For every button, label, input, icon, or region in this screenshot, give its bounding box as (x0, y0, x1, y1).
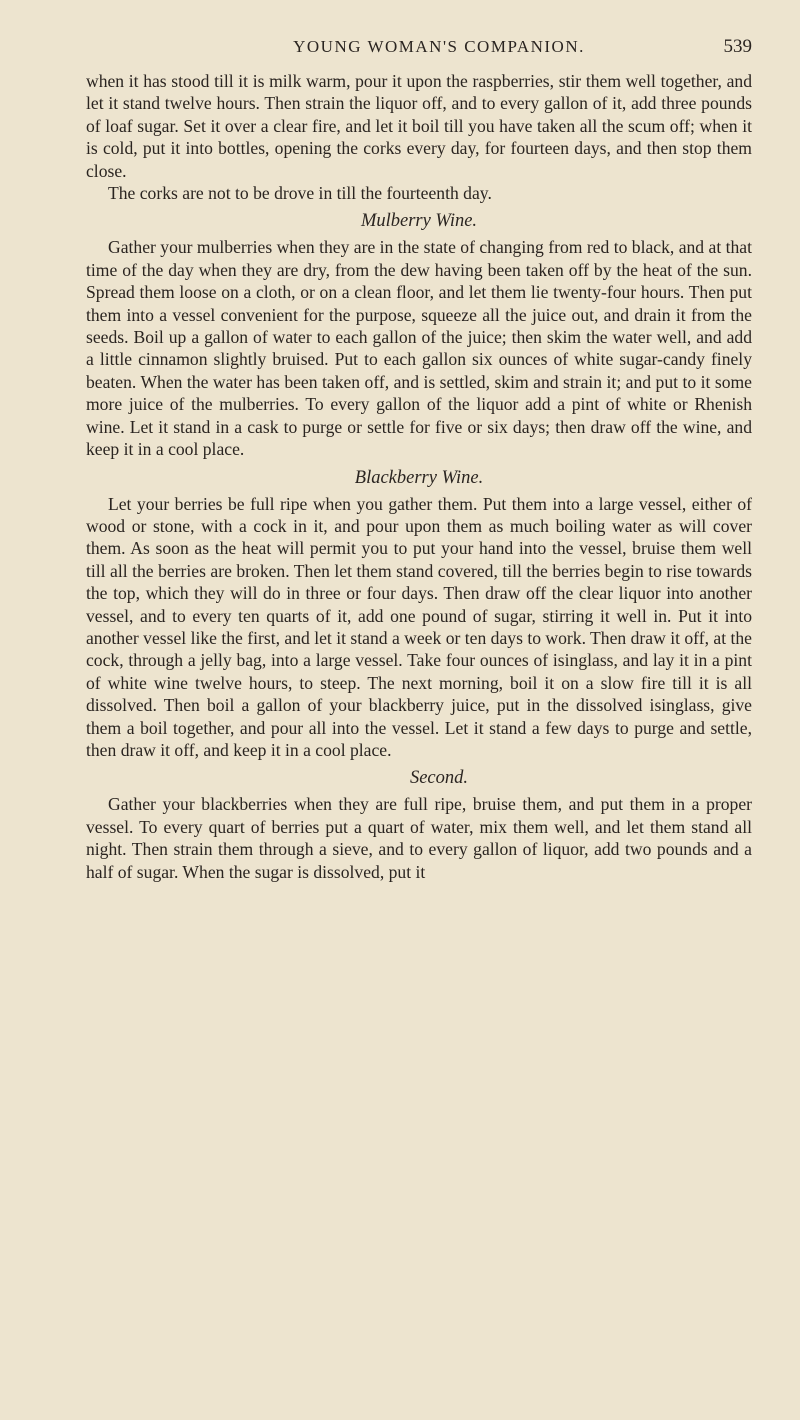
page-number: 539 (723, 36, 752, 57)
running-title: YOUNG WOMAN'S COMPANION. (293, 37, 585, 56)
paragraph-raspberry-continued: when it has stood till it is milk warm, pour it upon the raspberries, stir them well together, and let it stand twelve hours. Then strain the liquor off, and to every gallon of it, add three pounds of loaf sugar. Set it over a clear fire, and let it boil till you have taken all the scum off; when it is cold, put it into bottles, opening the corks every day, for fourteen days, and then stop them close. (86, 71, 752, 181)
heading-blackberry-wine: Blackberry Wine. (354, 467, 484, 488)
heading-second: Second. (409, 768, 469, 789)
paragraph-mulberry-wine: Gather your mulberries when they are in the state of changing from red to black, and at that time of the day when they are dry, from the dew having been taken off by the heat of the sun. Spread them loose on a cloth, or on a clean floor, and let them lie twenty-four hours. Then put them into a vessel convenient for the purpose, squeeze all the juice out, and drain it from the seeds. Boil up a gallon of water to each gallon of the juice; then skim the water well, and add a little cinnamon slightly bruised. Put to each gallon six ounces of white sugar-candy finely beaten. When the water has been taken off, and is settled, skim and strain it; and put to it some more juice of the mulberries. To every gallon of the liquor add a pint of white or Rhenish wine. Let it stand in a cask to purge or settle for five or six days; then draw off the wine, and keep it in a cool place. (86, 237, 752, 460)
page-body (86, 70, 752, 883)
running-header (86, 30, 752, 64)
paragraph-blackberry-wine: Let your berries be full ripe when you gather them. Put them into a large vessel, either of wood or stone, with a cock in it, and pour upon them as much boiling water as will cover them. As soon as the heat will permit you to put your hand into the vessel, bruise them well till all the berries are broken. Then let them stand covered, till the berries begin to rise towards the top, which they will do in three or four days. Then draw off the clear liquor into another vessel, and to every ten quarts of it, add one pound of sugar, stirring it well in. Put it into another vessel like the first, and let it stand a week or ten days to work. Then draw it off, at the cock, through a jelly bag, into a large vessel. Take four ounces of isinglass, and lay it in a pint of white wine twelve hours, to steep. The next morning, boil it on a slow fire till it is all dissolved. Then boil a gallon of your blackberry juice, put in the dissolved isinglass, give them a boil together, and pour all into the vessel. Let it stand a few days to purge and settle, then draw it off, and keep it in a cool place. (86, 493, 752, 760)
paragraph-corks-note: The corks are not to be drove in till the fourteenth day. (108, 183, 492, 204)
paragraph-blackberry-second: Gather your blackberries when they are full ripe, bruise them, and put them in a proper vessel. To every quart of berries put a quart of water, mix them well, and let them stand all night. Then strain them through a sieve, and to every gallon of liquor, add two pounds and a half of sugar. When the sugar is dissolved, put it (86, 794, 752, 882)
heading-mulberry-wine: Mulberry Wine. (360, 211, 478, 232)
